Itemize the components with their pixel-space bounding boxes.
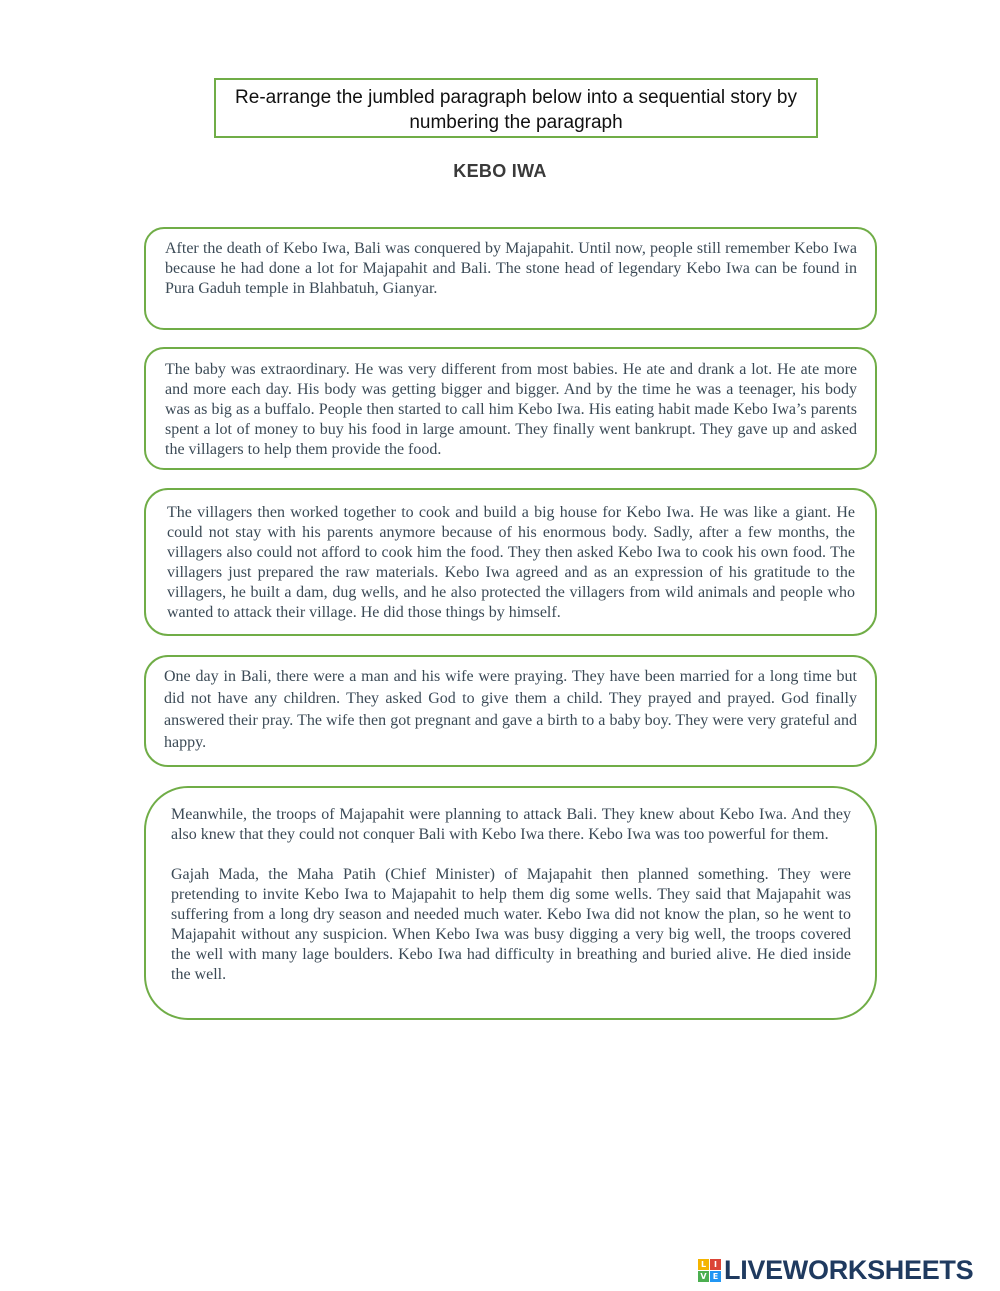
paragraph-box-4: [144, 655, 877, 767]
liveworksheets-logo-icon: [698, 1259, 721, 1282]
paragraph-text: The baby was extraordinary. He was very different from most babies. He ate and drank a lot. He ate more and more each day. His body was getting bigger and bigger. And by the time he was a teenager, his body was as big as a buffalo. People then started to call him Kebo Iwa. His eating habit made Kebo Iwa’s parents spent a lot of money to buy his food in large amount. They finally went bankrupt. They gave up and asked the villagers to help them provide the food.: [165, 361, 857, 458]
story-title: KEBO IWA: [453, 161, 547, 181]
paragraph-text: The villagers then worked together to cook and build a big house for Kebo Iwa. He was like a giant. He could not stay with his parents anymore because of his enormous body. Sadly, after a few months, the villagers also could not afford to cook him the food. They then asked Kebo Iwa to cook his own food. The villagers just prepared the raw materials. Kebo Iwa agreed and as an expression of his gratitude to the villagers, he built a dam, dug wells, and he also protected the villagers from wild animals and people who wanted to attack their village. He did those things by himself.: [167, 504, 855, 621]
paragraph-box-3: [144, 488, 877, 636]
paragraph-text: Meanwhile, the troops of Majapahit were planning to attack Bali. They knew about Kebo Iwa. And they also knew that they could not conquer Bali with Kebo Iwa there. Kebo Iwa was too powerful for them.: [171, 806, 851, 843]
instructions-box: [214, 78, 818, 138]
paragraph-text: One day in Bali, there were a man and his wife were praying. They have been married for a long time but did not have any children. They asked God to give them a child. They prayed and prayed. God finally answered their pray. The wife then got pregnant and gave a birth to a baby boy. They were very grateful and happy.: [164, 668, 857, 751]
instructions-text: Re-arrange the jumbled paragraph below into a sequential story by numbering the paragraph: [235, 87, 797, 133]
logo-mark-letter: V: [698, 1271, 709, 1282]
logo-text: LIVEWORKSHEETS: [724, 1254, 974, 1285]
paragraph-box-1: [144, 227, 877, 330]
liveworksheets-logo[interactable]: [698, 1256, 973, 1284]
paragraph-text: After the death of Kebo Iwa, Bali was conquered by Majapahit. Until now, people still remember Kebo Iwa because he had done a lot for Majapahit and Bali. The stone head of legendary Kebo Iwa can be found in Pura Gaduh temple in Blahbatuh, Gianyar.: [165, 240, 857, 297]
paragraph-text-continued: Gajah Mada, the Maha Patih (Chief Minister) of Majapahit then planned something. They were pretending to invite Kebo Iwa to Majapahit to help them dig some wells. They said that Majapahit was suffering from a long dry season and needed much water. Kebo Iwa did not know the plan, so he went to Majapahit without any suspicion. When Kebo Iwa was busy digging a very big well, the troops covered the well with many lage boulders. Kebo Iwa had difficulty in breathing and buried alive. He died inside the well.: [171, 866, 851, 983]
logo-mark-letter: I: [710, 1259, 721, 1270]
logo-mark-letter: L: [698, 1259, 709, 1270]
paragraph-box-5: [144, 786, 877, 1020]
logo-mark-letter: E: [710, 1271, 721, 1282]
paragraph-box-2: [144, 347, 877, 470]
